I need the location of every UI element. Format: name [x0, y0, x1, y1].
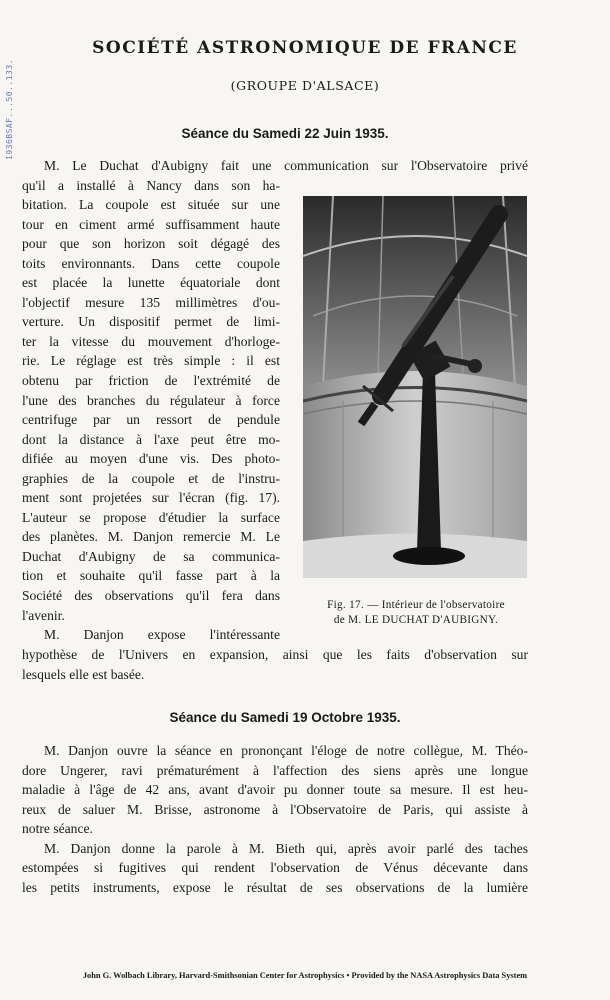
figure-caption [300, 598, 532, 628]
text-line: ter la vitesse du mouvement d'horloge- [22, 333, 280, 349]
text-line: obtenu par friction de l'extrémité de [22, 372, 280, 388]
text-line: verture. Un dispositif permet de limi- [22, 314, 280, 330]
text-line: des planètes. M. Danjon remercie M. Le [22, 529, 280, 545]
text-line: pour que son horizon soit dégagé des [22, 236, 280, 252]
text-line: notre séance. [22, 821, 93, 837]
text-line: les petits instruments, expose le résultat de ses observations de la lumière [22, 879, 528, 895]
page-footer: John G. Wolbach Library, Harvard-Smithsonian Center for Astrophysics • Provided by the NASA Astrophysics Data System [82, 971, 528, 980]
text-line: M. Danjon ouvre la séance en prononçant l'éloge de notre collègue, M. Théo- [44, 743, 528, 758]
text-line: hypothèse de l'Univers en expansion, ainsi que les faits d'observation sur [22, 647, 528, 662]
session1-paragraph-2 [22, 645, 528, 684]
text-line: l'avenir. [22, 607, 65, 623]
text-line: M. Le Duchat d'Aubigny fait une communication sur l'Observatoire privé [44, 158, 528, 173]
bibcode-stamp: 1936BSAF...50..133. [5, 58, 14, 160]
text-line: Société des observations qu'il fera dans [22, 587, 280, 603]
text-line: M. Danjon donne la parole à M. Bieth qui, après avoir parlé des taches [44, 840, 528, 856]
text-line: rie. Le réglage est très simple : il est [22, 353, 280, 369]
text-line: M. Danjon expose l'intéressante [44, 627, 280, 643]
text-line: toits environnants. Dans cette coupole [22, 255, 280, 271]
session2-paragraph-1 [22, 741, 528, 839]
text-line: maladie à l'âge de 42 ans, avant d'avoir pu donner toute sa mesure. Il est heu- [22, 782, 528, 798]
session1-paragraph-1-wrap [22, 176, 280, 645]
text-line: est placée la lunette équatoriale dont [22, 275, 280, 291]
session2-heading: Séance du Samedi 19 Octobre 1935. [169, 710, 401, 725]
observatory-photo [303, 196, 527, 578]
caption-line: de M. LE DUCHAT D'AUBIGNY. [333, 614, 499, 626]
text-line: dont la distance à l'axe peut être mo- [22, 431, 280, 447]
session1-paragraph-1 [22, 156, 528, 176]
text-line: difiée au moyen d'une vis. Des photo- [22, 451, 280, 467]
page-title: SOCIÉTÉ ASTRONOMIQUE DE FRANCE [92, 38, 518, 58]
text-line: ment sont projetées sur l'écran (fig. 17). [22, 490, 280, 506]
text-line: estompées si fugitives qui rendent l'observation de Vénus décevante dans [22, 860, 528, 876]
text-line: tour en ciment armé suffisamment haute [22, 216, 280, 232]
caption-line: Fig. 17. — Intérieur de l'observatoire [327, 599, 505, 611]
text-line: l'objectif mesure 135 millimètres d'ou- [22, 294, 280, 310]
text-line: bitation. La coupole est située sur une [22, 197, 280, 213]
page-subtitle: (GROUPE D'ALSACE) [230, 78, 380, 93]
text-line: Duchat d'Aubigny de sa communica- [22, 548, 280, 564]
telescope-illustration [303, 196, 527, 578]
text-line: L'auteur se propose d'étudier la surface [22, 509, 280, 525]
text-line: l'une des branches du régulateur à force [22, 392, 280, 408]
text-line: qu'il a installé à Nancy dans son ha- [22, 177, 280, 193]
session1-heading: Séance du Samedi 22 Juin 1935. [181, 126, 389, 141]
text-line: dore Ungerer, ravi prématurément à l'affection des siens après une longue [22, 762, 528, 778]
text-line: reux de saluer M. Brisse, astronome à l'Observatoire de Paris, qui assiste à [22, 801, 528, 817]
session2-paragraph-2 [22, 839, 528, 898]
text-line: lesquels elle est basée. [22, 666, 145, 682]
text-line: graphies de la coupole et de l'instru- [22, 470, 280, 486]
text-line: centrifuge par un ressort de pendule [22, 412, 280, 428]
text-line: tion et souhaite qu'il fasse part à la [22, 568, 280, 584]
